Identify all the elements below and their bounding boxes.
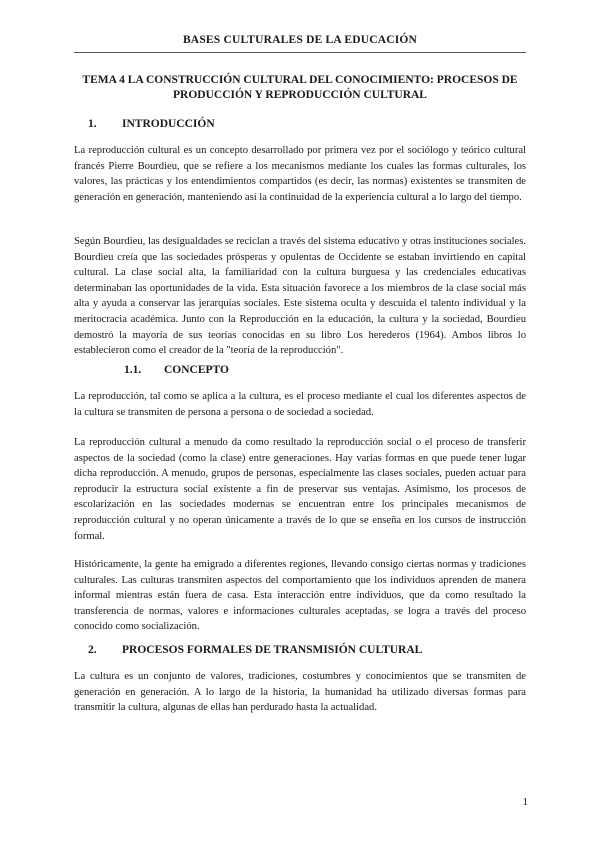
paragraph: Según Bourdieu, las desigualdades se reciclan a través del sistema educativo y otras instituciones sociales. Bourdieu creía que las sociedades prósperas y opulentas de Occidente se estaban invirtiendo en capital cultural. La clase social alta, la familiaridad con la cultura burguesa y las credenciales educativas determinaban las oportunidades de la vida. Esta situación favorece a los miembros de la clase social más alta y ayuda a conservar las jerarquías sociales. Este sistema oculta y descuida el talento individual y la meritocracia académica. Junto con la Reproducción en la educación, la cultura y la sociedad, Bourdieu demostró la mayoría de sus teorías conocidas en su libro Los herederos (1964). Ambos libros lo establecieron como el creador de la "teoría de la reproducción".	[74, 236, 526, 357]
paragraph: La reproducción cultural a menudo da como resultado la reproducción social o el proceso de transferir aspectos de la sociedad (como la clase) entre generaciones. Hay varias formas en que puede tener lugar dicha reproducción. A menudo, grupos de personas, especialmente las clases sociales, pueden actuar para reproducir la estructura social existente a fin de preservar sus ventajas. Asimismo, los procesos de escolarización en las sociedades modernas se encuentran entre los principales mecanismos de reproducción cultural y no operan únicamente a través de lo que se enseña en los cursos de instrucción formal.	[74, 437, 526, 542]
section-number: 2.	[88, 644, 97, 656]
page-number: 1	[522, 796, 528, 808]
section-title: CONCEPTO	[164, 364, 229, 376]
paragraph: La cultura es un conjunto de valores, tradiciones, costumbres y conocimientos que se transmiten de generación en generación. A lo largo de la historia, la humanidad ha utilizado diversas formas para transmitir la cultura, algunas de ellas han perdurado hasta la actualidad.	[74, 671, 526, 714]
running-header: BASES CULTURALES DE LA EDUCACIÓN	[74, 34, 526, 53]
paragraph: La reproducción cultural es un concepto desarrollado por primera vez por el sociólogo y teórico cultural francés Pierre Bourdieu, que se refiere a los mecanismos mediante los cuales las formas culturales, los valores, las prácticas y los entendimientos compartidos (es decir, las normas) existentes se transmiten de generación en generación, manteniendo así la continuidad de la experiencia cultural a lo largo del tiempo.	[74, 145, 526, 203]
section-title: PROCESOS FORMALES DE TRANSMISIÓN CULTURAL	[122, 644, 423, 656]
paragraph: La reproducción, tal como se aplica a la cultura, es el proceso mediante el cual los diferentes aspectos de la cultura se transmiten de persona a persona o de sociedad a sociedad.	[74, 391, 526, 418]
tema-title: TEMA 4 LA CONSTRUCCIÓN CULTURAL DEL CONOCIMIENTO: PROCESOS DE PRODUCCIÓN Y REPRODUCCIÓN CULTURAL	[82, 74, 518, 101]
paragraph: Históricamente, la gente ha emigrado a diferentes regiones, llevando consigo ciertas normas y tradiciones culturales. Las culturas transmiten aspectos del comportamiento que los individuos aprenden de manera informal mientras están fuera de casa. Esta interacción entre individuos, que da como resultado la transferencia de normas, valores e informaciones culturales aceptadas, se logra a través del proceso conocido como socialización.	[74, 559, 526, 633]
subsection-heading-concepto	[74, 364, 526, 376]
section-number: 1.1.	[124, 364, 142, 376]
section-number: 1.	[88, 118, 97, 130]
section-title: INTRODUCCIÓN	[122, 118, 215, 130]
section-heading-procesos-formales	[74, 644, 526, 656]
section-heading-introduccion	[74, 118, 526, 130]
